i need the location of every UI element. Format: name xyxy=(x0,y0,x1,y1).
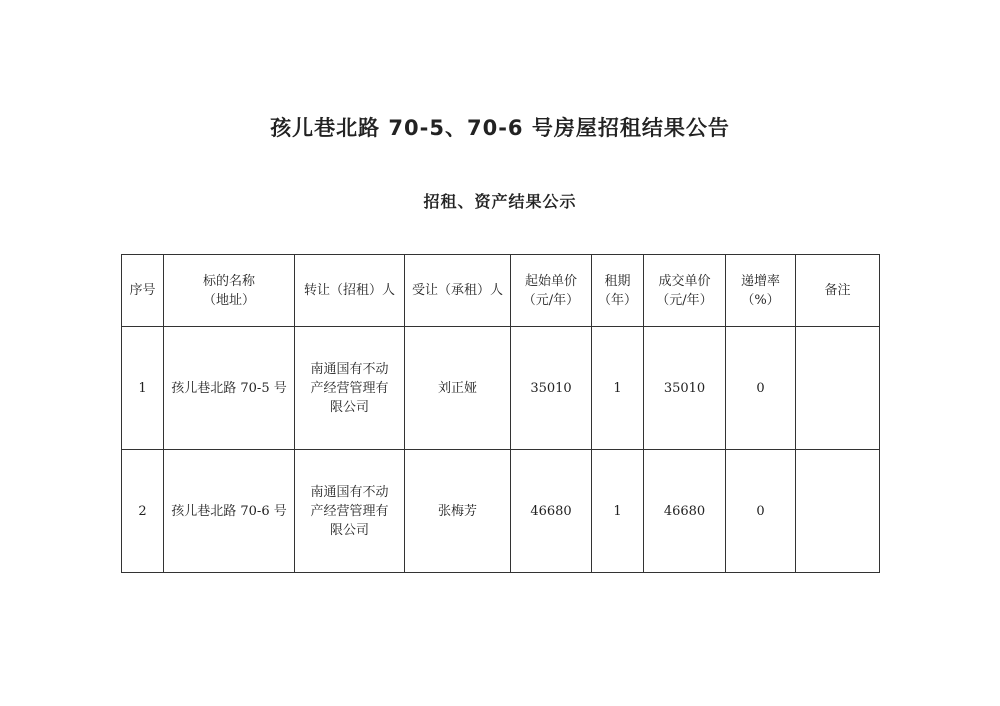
cell-name: 孩儿巷北路 70-6 号 xyxy=(164,450,295,573)
cell-growth: 0 xyxy=(726,450,796,573)
cell-seq: 1 xyxy=(122,327,164,450)
cell-start-price: 46680 xyxy=(511,450,592,573)
header-growth: 递增率 （%） xyxy=(726,255,796,327)
results-table xyxy=(121,254,880,573)
header-seq: 序号 xyxy=(122,255,164,327)
header-start-price: 起始单价 （元/年） xyxy=(511,255,592,327)
cell-start-price: 35010 xyxy=(511,327,592,450)
header-remark: 备注 xyxy=(796,255,880,327)
header-term: 租期 （年） xyxy=(592,255,644,327)
header-deal-price: 成交单价 （元/年） xyxy=(644,255,726,327)
table-row xyxy=(122,327,880,450)
cell-transferor: 南通国有不动 产经营管理有 限公司 xyxy=(295,450,405,573)
table-header-row xyxy=(122,255,880,327)
header-transferee: 受让（承租）人 xyxy=(405,255,511,327)
page-title: 孩儿巷北路 70-5、70-6 号房屋招租结果公告 xyxy=(270,116,730,140)
cell-term: 1 xyxy=(592,450,644,573)
cell-transferor: 南通国有不动 产经营管理有 限公司 xyxy=(295,327,405,450)
cell-name: 孩儿巷北路 70-5 号 xyxy=(164,327,295,450)
cell-transferee: 张梅芳 xyxy=(405,450,511,573)
cell-remark xyxy=(796,327,880,450)
cell-term: 1 xyxy=(592,327,644,450)
cell-remark xyxy=(796,450,880,573)
header-transferor: 转让（招租）人 xyxy=(295,255,405,327)
header-name: 标的名称 （地址） xyxy=(164,255,295,327)
cell-deal-price: 46680 xyxy=(644,450,726,573)
table-row xyxy=(122,450,880,573)
page-subtitle: 招租、资产结果公示 xyxy=(423,192,577,211)
cell-transferee: 刘正娅 xyxy=(405,327,511,450)
cell-seq: 2 xyxy=(122,450,164,573)
cell-deal-price: 35010 xyxy=(644,327,726,450)
cell-growth: 0 xyxy=(726,327,796,450)
